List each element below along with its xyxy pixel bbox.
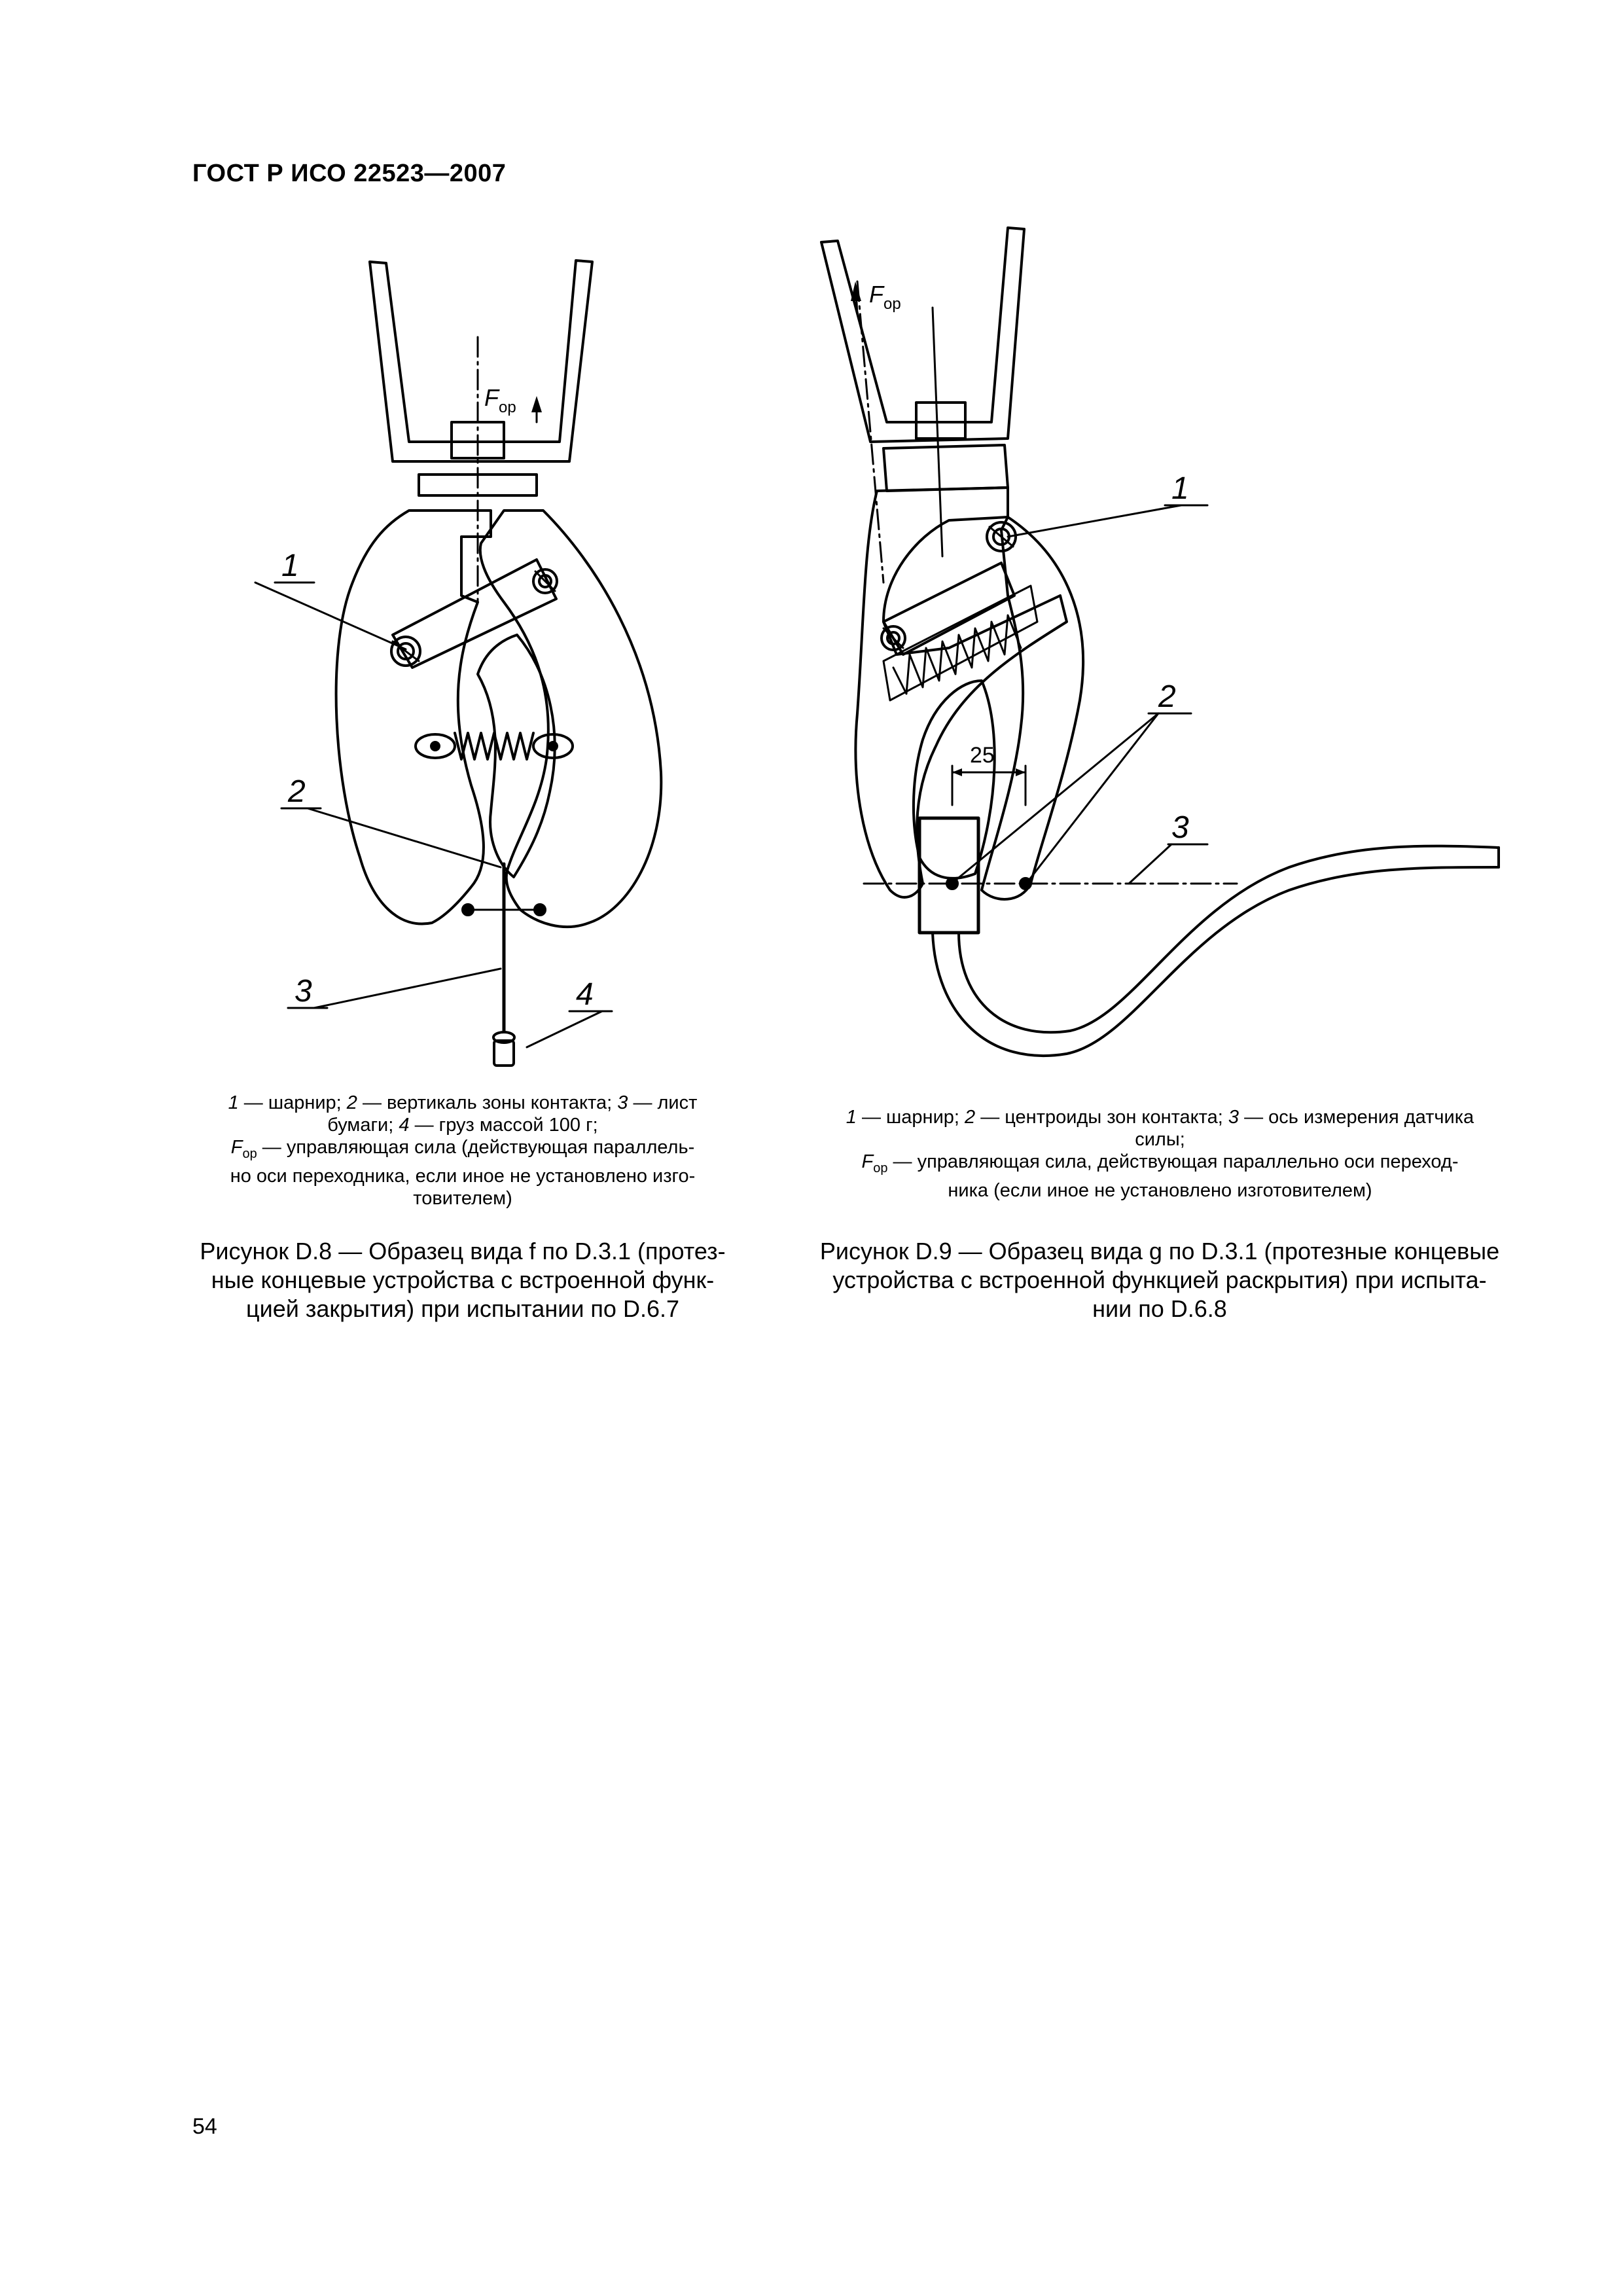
callout-3: 3 bbox=[294, 974, 312, 1009]
legend-line: 1 — шарнир; 2 — вертикаль зоны контакта; 3 — лист bbox=[228, 1092, 698, 1113]
leader-line-1 bbox=[255, 583, 406, 649]
caption-line: ные концевые устройства с встроенной функ- bbox=[211, 1266, 715, 1293]
left-jaw-body bbox=[855, 488, 1067, 897]
figure-d8-caption bbox=[191, 1237, 734, 1323]
leader-line-4 bbox=[527, 1011, 602, 1047]
legend-line: товителем) bbox=[413, 1187, 512, 1209]
legend-line: силы; bbox=[1135, 1129, 1185, 1150]
leader-line-2b bbox=[1029, 713, 1158, 880]
figure-d8-legend bbox=[191, 1092, 734, 1210]
caption-line: нии по D.6.8 bbox=[1092, 1295, 1227, 1322]
pivot-left-icon bbox=[391, 637, 420, 666]
right-jaw-body bbox=[982, 517, 1083, 899]
callout-4: 4 bbox=[576, 977, 594, 1012]
jaw-inner-cavity bbox=[914, 681, 995, 878]
callout-2: 2 bbox=[1158, 679, 1176, 714]
dimension-label: 25 bbox=[970, 743, 995, 768]
legend-line: бумаги; 4 — груз массой 100 г; bbox=[327, 1115, 598, 1136]
force-label-subscript: op bbox=[883, 295, 901, 313]
force-label-subscript: op bbox=[499, 399, 516, 416]
leader-line-2a bbox=[955, 713, 1158, 880]
adapter-bracket bbox=[370, 260, 592, 461]
legend-line: 1 — шарнир; 2 — центроиды зон контакта; 3 — ось измерения датчика bbox=[846, 1107, 1474, 1128]
vertical-axis-line bbox=[933, 308, 942, 556]
callout-1: 1 bbox=[1171, 471, 1189, 506]
legend-line: ника (если иное не установлено изготовителем) bbox=[948, 1179, 1372, 1201]
left-jaw-body bbox=[336, 511, 491, 924]
figure-d9-drawing bbox=[818, 229, 1499, 1093]
figure-d9-legend bbox=[808, 1106, 1512, 1202]
tilted-axis-line bbox=[857, 281, 883, 583]
figure-d9-caption bbox=[806, 1237, 1513, 1323]
caption-line: устройства с встроенной функцией раскрытия) при испыта- bbox=[832, 1266, 1487, 1293]
pivot-right-icon bbox=[533, 569, 557, 593]
document-header-title: ГОСТ Р ИСО 22523—2007 bbox=[192, 160, 507, 187]
force-label-symbol: F bbox=[484, 384, 499, 411]
linkage-arm bbox=[883, 563, 1014, 655]
adapter-bracket bbox=[821, 228, 1024, 442]
leader-line-3 bbox=[314, 969, 501, 1008]
force-label-symbol: F bbox=[869, 281, 883, 308]
dimension-25-marker bbox=[952, 766, 1026, 805]
leader-line-3 bbox=[1129, 844, 1171, 884]
caption-line: Рисунок D.8 — Образец вида f по D.3.1 (протез- bbox=[200, 1238, 726, 1265]
right-jaw-body bbox=[480, 511, 662, 927]
callout-2: 2 bbox=[288, 774, 306, 809]
adapter-stem bbox=[916, 403, 965, 439]
legend-line: $F_{op}$ — управляющая сила, действующая параллельно оси переход- bbox=[861, 1151, 1459, 1175]
figure-d8-drawing bbox=[281, 249, 759, 1080]
adapter-plate bbox=[883, 445, 1008, 491]
caption-line: Рисунок D.9 — Образец вида g по D.3.1 (протезные концевые bbox=[819, 1238, 1500, 1265]
leader-line-1 bbox=[1008, 505, 1181, 537]
callout-1: 1 bbox=[281, 548, 299, 583]
callout-3: 3 bbox=[1171, 810, 1189, 845]
leader-line-2 bbox=[308, 808, 501, 867]
force-arrow-icon bbox=[531, 396, 542, 422]
legend-line: но оси переходника, если иное не установлено изго- bbox=[230, 1165, 696, 1187]
caption-line: цией закрытия) при испытании по D.6.7 bbox=[246, 1295, 679, 1322]
weight-100g-icon bbox=[493, 1032, 514, 1066]
legend-line: $F_{op}$ — управляющая сила (действующая параллель- bbox=[230, 1137, 695, 1161]
page-number: 54 bbox=[192, 2114, 217, 2139]
